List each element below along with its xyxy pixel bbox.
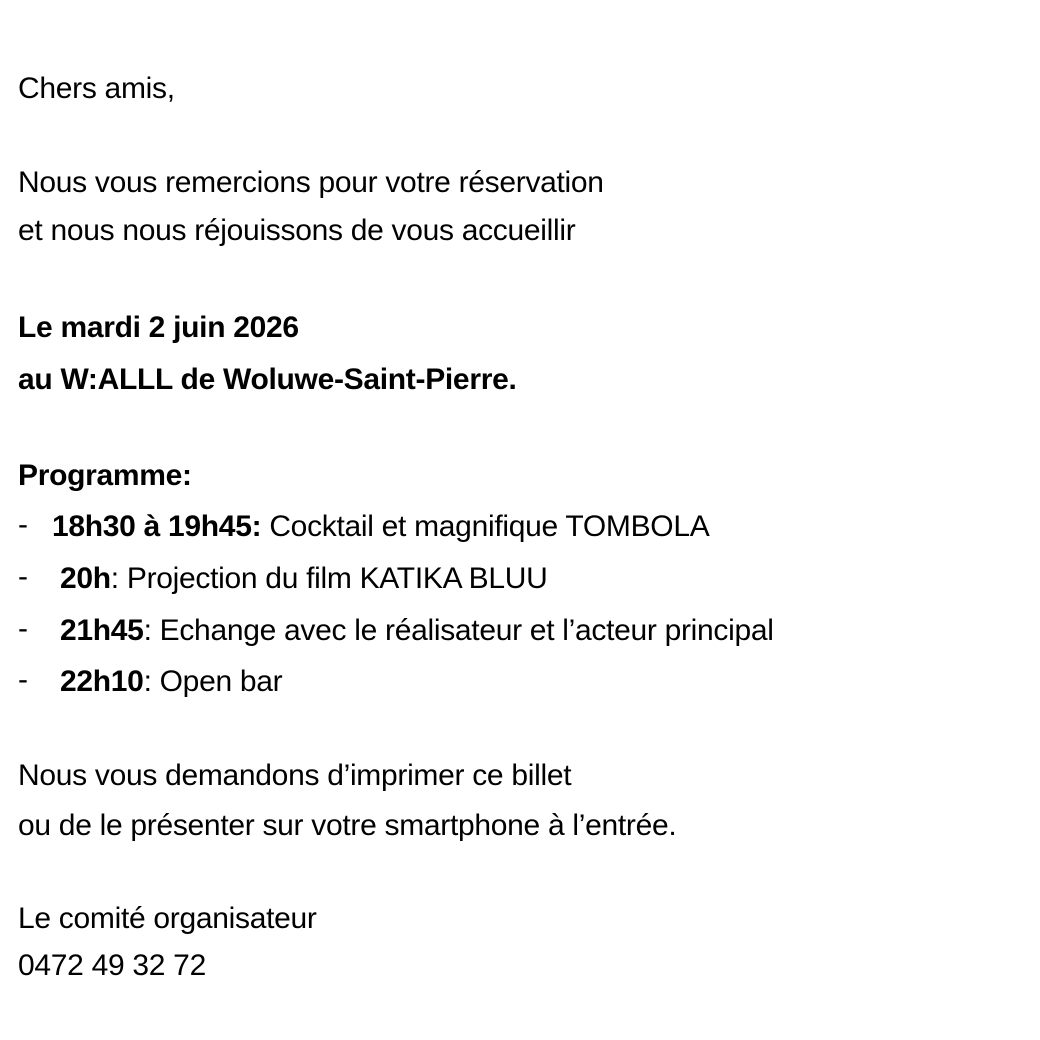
event-venue: au W:ALLL de Woluwe-Saint-Pierre.	[18, 363, 517, 396]
bullet-dash: -	[18, 663, 28, 696]
programme-item-time: 18h30 à 19h45:	[52, 510, 262, 543]
intro-line-1: Nous vous remercions pour votre réservation	[18, 166, 604, 199]
bullet-dash: -	[18, 612, 28, 645]
bullet-dash: -	[18, 560, 28, 593]
signature-phone[interactable]: 0472 49 32 72	[18, 949, 206, 982]
programme-item-desc: : Open bar	[143, 665, 283, 698]
event-date: Le mardi 2 juin 2026	[18, 311, 299, 344]
programme-item-desc: Cocktail et magnifique TOMBOLA	[261, 510, 710, 543]
intro-line-2: et nous nous réjouissons de vous accueillir	[18, 214, 576, 247]
programme-item-desc: : Echange avec le réalisateur et l’acteur principal	[143, 614, 774, 647]
programme-item-time: 20h	[60, 562, 111, 595]
instructions-line-2: ou de le présenter sur votre smartphone à l’entrée.	[18, 809, 677, 842]
programme-item-desc: : Projection du film KATIKA BLUU	[110, 562, 548, 595]
greeting: Chers amis,	[18, 72, 175, 105]
programme-heading: Programme:	[18, 459, 192, 492]
programme-item-time: 21h45	[60, 614, 144, 647]
programme-item-time: 22h10	[60, 665, 144, 698]
instructions-line-1: Nous vous demandons d’imprimer ce billet	[18, 759, 572, 792]
bullet-dash: -	[18, 508, 28, 541]
signature-name: Le comité organisateur	[18, 902, 317, 935]
